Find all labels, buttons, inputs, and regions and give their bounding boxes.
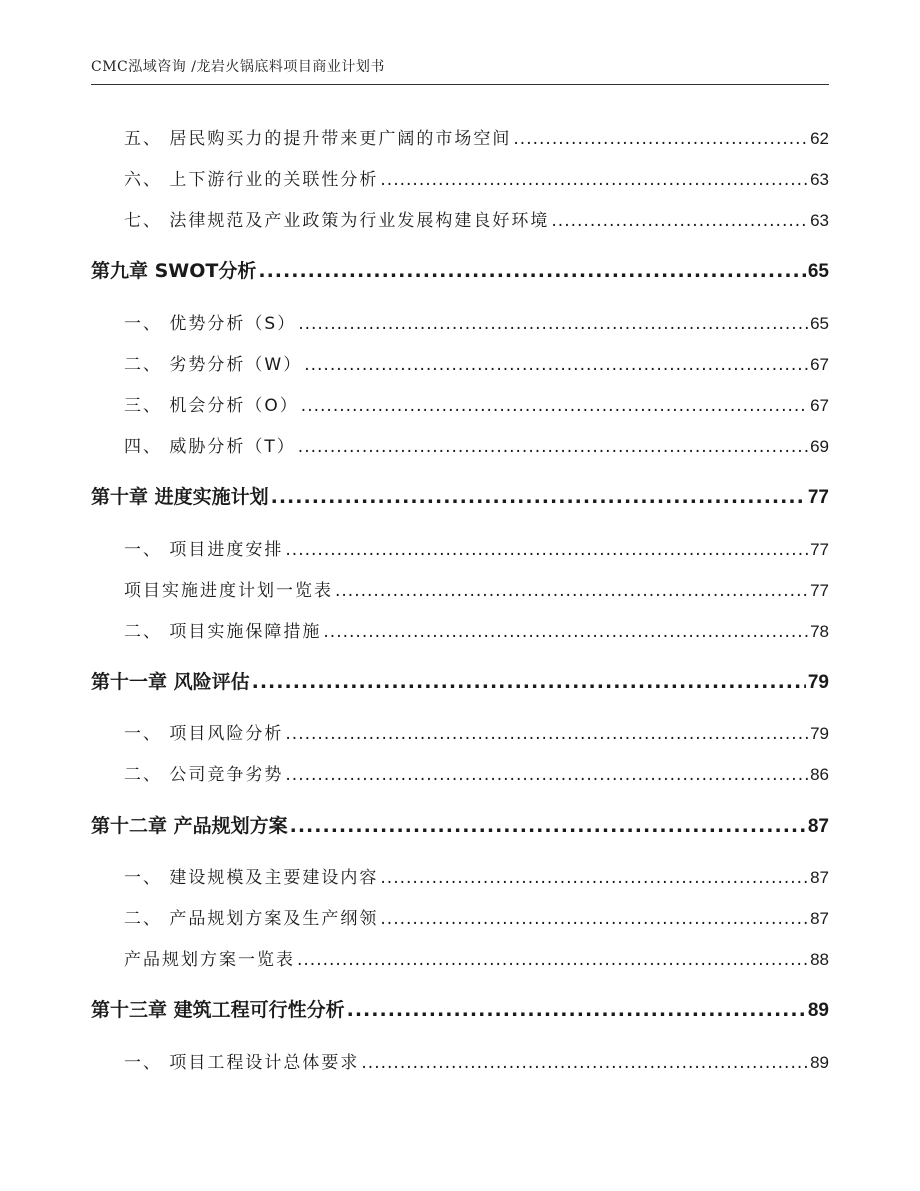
toc-entry-label: 五、 居民购买力的提升带来更广阔的市场空间	[124, 129, 512, 149]
toc-entry-page: 77	[810, 540, 829, 559]
toc-entry-page: 78	[810, 622, 829, 641]
toc-entry[interactable]	[124, 535, 829, 560]
toc-chapter-page: 87	[807, 816, 829, 837]
toc-entry-page: 67	[810, 355, 829, 374]
toc-entry-page: 62	[810, 129, 829, 148]
toc-entry[interactable]	[124, 391, 829, 416]
toc-leader	[298, 437, 808, 457]
toc-entry-page: 89	[810, 1053, 829, 1072]
toc-chapter-page: 65	[807, 261, 829, 282]
toc-entry[interactable]	[124, 617, 829, 642]
toc-chapter[interactable]	[91, 482, 829, 509]
toc-entry-page: 77	[810, 581, 829, 600]
header-divider	[91, 84, 829, 85]
toc-entry-page: 63	[810, 211, 829, 230]
toc-entry-label: 四、 威胁分析（T）	[124, 437, 296, 457]
toc-leader	[323, 622, 808, 642]
toc-entry-label: 六、 上下游行业的关联性分析	[124, 170, 379, 190]
toc-entry-page: 87	[810, 909, 829, 928]
toc-entry-page: 88	[810, 950, 829, 969]
toc-entry[interactable]	[124, 432, 829, 457]
toc-chapter-page: 79	[807, 672, 829, 693]
toc-entry-page: 67	[810, 396, 829, 415]
toc-chapter-label: 第十三章 建筑工程可行性分析	[91, 999, 345, 1021]
toc-entry-label: 二、 产品规划方案及生产纲领	[124, 909, 379, 929]
toc-entry[interactable]	[124, 863, 829, 888]
toc-entry-label: 七、 法律规范及产业政策为行业发展构建良好环境	[124, 211, 550, 231]
toc-entry[interactable]	[124, 576, 829, 601]
toc-leader	[380, 909, 808, 929]
toc-leader	[347, 999, 806, 1021]
toc-chapter-page: 89	[807, 1000, 829, 1021]
toc-leader	[297, 950, 808, 970]
toc-entry-page: 63	[810, 170, 829, 189]
toc-leader	[285, 540, 808, 560]
toc-entry-page: 69	[810, 437, 829, 456]
toc-leader	[252, 671, 806, 693]
toc-chapter-label: 第十章 进度实施计划	[91, 486, 269, 508]
toc-entry-label: 一、 优势分析（S）	[124, 314, 297, 334]
toc-entry-label: 二、 项目实施保障措施	[124, 622, 322, 642]
toc-leader	[285, 765, 808, 785]
toc-entry[interactable]	[124, 165, 829, 190]
toc-leader	[304, 355, 808, 375]
toc-entry[interactable]	[124, 350, 829, 375]
toc-chapter[interactable]	[91, 667, 829, 694]
toc-chapter[interactable]	[91, 256, 829, 283]
toc-entry[interactable]	[124, 760, 829, 785]
toc-chapter-label: 第十二章 产品规划方案	[91, 815, 288, 837]
toc-entry-page: 87	[810, 868, 829, 887]
toc-entry-page: 86	[810, 765, 829, 784]
toc-entry-label: 二、 公司竞争劣势	[124, 765, 284, 785]
toc-chapter[interactable]	[91, 811, 829, 838]
toc-entry-page: 79	[810, 724, 829, 743]
toc-entry-label: 项目实施进度计划一览表	[124, 581, 333, 601]
toc-chapter[interactable]	[91, 995, 829, 1022]
toc-leader	[335, 581, 808, 601]
toc-entry-label: 一、 项目工程设计总体要求	[124, 1053, 360, 1073]
toc-chapter-label: 第九章 SWOT分析	[91, 260, 257, 282]
toc-chapter-label: 第十一章 风险评估	[91, 671, 250, 693]
toc-entry[interactable]	[124, 124, 829, 149]
toc-leader	[301, 396, 808, 416]
toc-leader	[298, 314, 808, 334]
toc-entry[interactable]	[124, 1048, 829, 1073]
toc-leader	[513, 129, 808, 149]
toc-entry-label: 三、 机会分析（O）	[124, 396, 299, 416]
toc-chapter-page: 77	[807, 487, 829, 508]
toc-entry-label: 二、 劣势分析（W）	[124, 355, 303, 375]
toc-entry[interactable]	[124, 904, 829, 929]
toc-leader	[271, 486, 806, 508]
toc-leader	[551, 211, 808, 231]
toc-entry[interactable]	[124, 206, 829, 231]
toc-leader	[290, 815, 806, 837]
toc-entry[interactable]	[124, 719, 829, 744]
toc-entry-label: 一、 项目风险分析	[124, 724, 284, 744]
toc-entry-label: 一、 建设规模及主要建设内容	[124, 868, 379, 888]
toc-leader	[380, 170, 808, 190]
toc-entry-label: 一、 项目进度安排	[124, 540, 284, 560]
toc-entry[interactable]	[124, 945, 829, 970]
page-header: CMC泓域咨询 /龙岩火锅底料项目商业计划书	[91, 59, 385, 75]
toc-entry-page: 65	[810, 314, 829, 333]
toc-entry-label: 产品规划方案一览表	[124, 950, 295, 970]
toc-leader	[380, 868, 808, 888]
toc-leader	[361, 1053, 808, 1073]
toc-leader	[285, 724, 808, 744]
toc-entry[interactable]	[124, 309, 829, 334]
toc-leader	[258, 260, 805, 282]
